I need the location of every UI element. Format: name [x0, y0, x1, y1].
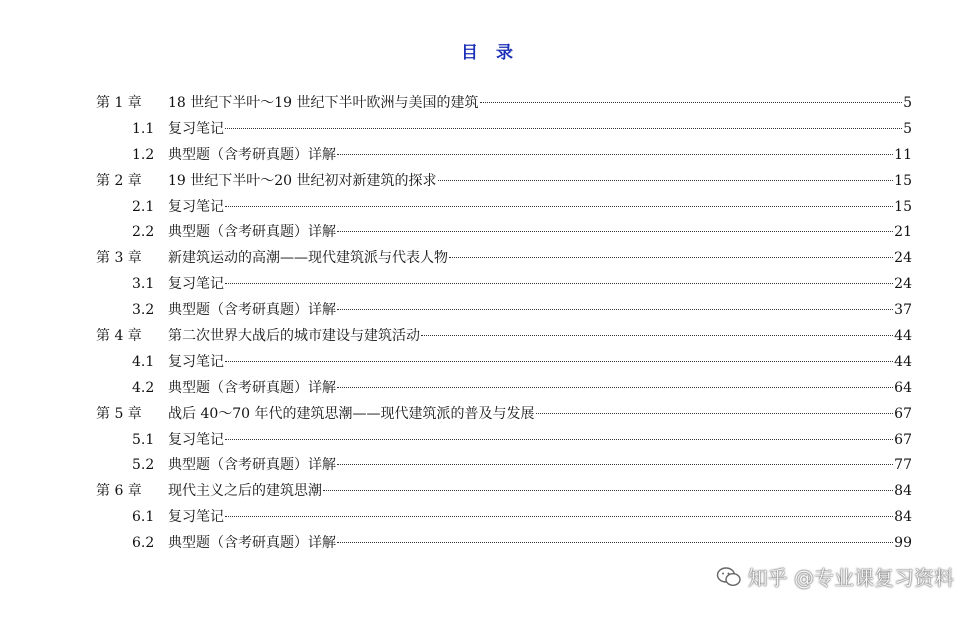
toc-label: 战后 40～70 年代的建筑思潮——现代建筑派的普及与发展 — [168, 405, 535, 422]
toc-label: 复习笔记 — [168, 353, 224, 370]
dot-leader — [337, 309, 893, 310]
dot-leader — [225, 361, 893, 362]
dot-leader — [323, 490, 893, 491]
toc-page: 5 — [903, 95, 912, 111]
toc-chapter-6[interactable] — [96, 479, 912, 505]
dot-leader — [225, 206, 893, 207]
toc-section-2-2[interactable] — [96, 220, 912, 246]
toc-page: 99 — [894, 535, 912, 552]
watermark — [716, 562, 954, 591]
toc-number: 4.1 — [132, 353, 155, 370]
toc-number: 4.2 — [132, 379, 155, 396]
toc-page: 15 — [894, 172, 912, 189]
toc-label: 19 世纪下半叶～20 世纪初对新建筑的探求 — [168, 172, 437, 189]
toc-number: 1.2 — [132, 146, 155, 163]
toc-label: 复习笔记 — [168, 120, 224, 137]
toc-section-1-2[interactable] — [96, 143, 912, 169]
toc-chapter-3[interactable] — [96, 246, 912, 272]
toc-section-3-1[interactable] — [96, 272, 912, 298]
toc-number: 3.2 — [132, 302, 155, 319]
toc-chapter-4[interactable] — [96, 324, 912, 350]
dot-leader — [536, 413, 894, 414]
toc-number: 2.1 — [132, 198, 155, 215]
toc-section-4-1[interactable] — [96, 350, 912, 376]
toc-number: 5.1 — [132, 431, 155, 448]
toc-label: 典型题（含考研真题）详解 — [168, 302, 336, 319]
toc-page: 11 — [894, 146, 912, 163]
dot-leader — [421, 335, 893, 336]
toc-page: 84 — [894, 509, 912, 526]
toc-section-5-1[interactable] — [96, 428, 912, 454]
dot-leader — [438, 180, 894, 181]
toc-label: 复习笔记 — [168, 198, 224, 215]
toc-section-4-2[interactable] — [96, 376, 912, 402]
dot-leader — [337, 542, 893, 543]
toc-label: 复习笔记 — [168, 276, 224, 293]
toc-page: 15 — [894, 198, 912, 215]
toc-section-6-2[interactable] — [96, 531, 912, 557]
toc-number: 第 4 章 — [96, 328, 142, 345]
toc-number: 2.2 — [132, 224, 155, 241]
toc-page: 44 — [894, 328, 912, 345]
toc-number: 第 3 章 — [96, 250, 142, 267]
toc-label: 典型题（含考研真题）详解 — [168, 535, 336, 552]
dot-leader — [449, 257, 893, 258]
toc-section-3-2[interactable] — [96, 298, 912, 324]
toc-page: 24 — [894, 276, 912, 293]
toc-number: 6.2 — [132, 535, 155, 552]
toc-section-2-1[interactable] — [96, 195, 912, 221]
toc-number: 第 2 章 — [96, 172, 142, 189]
toc-number: 5.2 — [132, 457, 155, 474]
toc-page: 5 — [903, 120, 912, 137]
toc-label: 典型题（含考研真题）详解 — [168, 379, 336, 396]
dot-leader — [225, 439, 893, 440]
toc-number: 第 1 章 — [96, 95, 142, 111]
toc-label: 18 世纪下半叶～19 世纪下半叶欧洲与美国的建筑 — [168, 95, 479, 111]
toc-page: 67 — [894, 405, 912, 422]
toc-number: 1.1 — [132, 120, 155, 137]
toc-label: 典型题（含考研真题）详解 — [168, 457, 336, 474]
toc-section-5-2[interactable] — [96, 453, 912, 479]
toc-chapter-1[interactable] — [96, 91, 912, 117]
toc-page: 37 — [894, 302, 912, 319]
toc-number: 3.1 — [132, 276, 155, 293]
toc-page: 21 — [894, 224, 912, 241]
dot-leader — [337, 464, 893, 465]
dot-leader — [337, 154, 893, 155]
dot-leader — [225, 283, 893, 284]
toc-label: 第二次世界大战后的城市建设与建筑活动 — [168, 328, 420, 345]
toc-label: 新建筑运动的高潮——现代建筑派与代表人物 — [168, 250, 448, 267]
toc-chapter-2[interactable] — [96, 169, 912, 195]
toc-label: 现代主义之后的建筑思潮 — [168, 483, 322, 500]
toc-label: 典型题（含考研真题）详解 — [168, 146, 336, 163]
toc-page: 44 — [894, 353, 912, 370]
toc-section-6-1[interactable] — [96, 505, 912, 531]
toc-number: 6.1 — [132, 509, 155, 526]
toc-label: 复习笔记 — [168, 509, 224, 526]
toc-number: 第 5 章 — [96, 405, 142, 422]
toc-number: 第 6 章 — [96, 483, 142, 500]
page-title: 目 录 — [461, 43, 519, 63]
toc-section-1-1[interactable] — [96, 117, 912, 143]
toc-page: 84 — [894, 483, 912, 500]
dot-leader — [337, 387, 893, 388]
toc-chapter-5[interactable] — [96, 402, 912, 428]
toc-page: 67 — [894, 431, 912, 448]
dot-leader — [225, 516, 893, 517]
dot-leader — [337, 231, 893, 232]
toc-label: 复习笔记 — [168, 431, 224, 448]
watermark-text: 知乎 @专业课复习资料 — [747, 566, 954, 590]
table-of-contents — [96, 91, 912, 557]
toc-page: 24 — [894, 250, 912, 267]
wechat-icon — [716, 566, 742, 588]
dot-leader — [480, 102, 903, 103]
toc-page: 64 — [894, 379, 912, 396]
toc-page: 77 — [894, 457, 912, 474]
toc-label: 典型题（含考研真题）详解 — [168, 224, 336, 241]
dot-leader — [225, 128, 902, 129]
